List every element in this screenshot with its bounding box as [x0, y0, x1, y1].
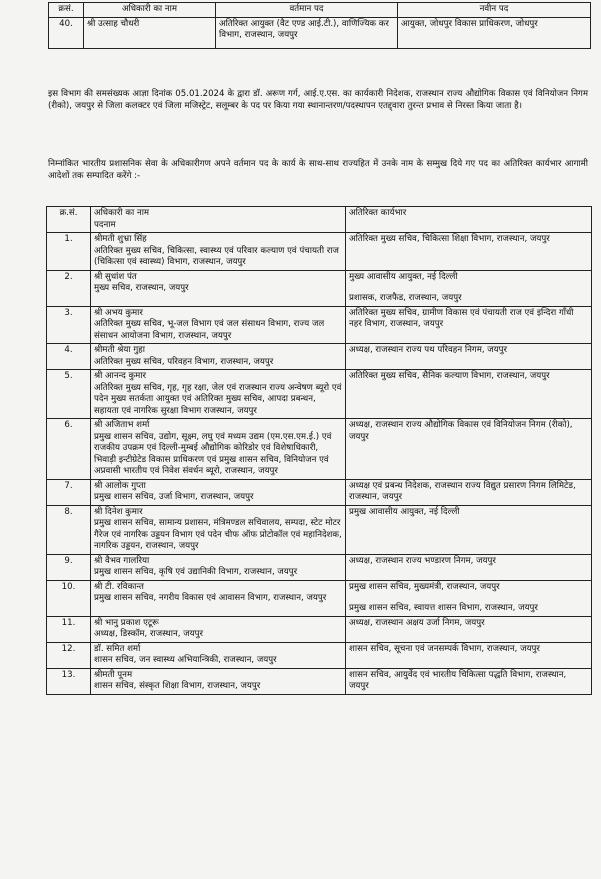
charge-table-header [47, 207, 592, 233]
additional-charge-item: शासन सचिव, सूचना एवं जनसम्पर्क विभाग, राजस्थान, जयपुर [349, 643, 540, 654]
additional-charge-item: अध्यक्ष, राजस्थान अक्षय उर्जा निगम, जयपुर [349, 617, 485, 628]
cell-officer [91, 668, 346, 694]
table-row [47, 370, 592, 419]
table-row [47, 505, 592, 554]
table-row [49, 17, 591, 48]
additional-charge-item: अतिरिक्त मुख्य सचिव, ग्रामीण विकास एवं पंचायती राज एवं इन्दिरा गाँधी नहर विभाग, राजस्थान, जयपुर [349, 307, 574, 329]
officer-name: श्री टी. रविकान्त [94, 581, 144, 592]
additional-charge-item: अतिरिक्त मुख्य सचिव, चिकित्सा शिक्षा विभाग, राजस्थान, जयपुर [349, 234, 550, 244]
cell-officer [91, 233, 346, 271]
cell-additional-charge [346, 668, 592, 694]
cell-additional-charge [346, 370, 592, 419]
cell-sn: 7. [47, 479, 91, 505]
cell-sn: 9. [47, 554, 91, 580]
cell-officer [91, 580, 346, 616]
cell-officer [91, 642, 346, 668]
officer-name: श्रीमती श्रेया गुहा [94, 345, 145, 355]
officer-name: श्री आलोक गुप्ता [94, 480, 146, 491]
additional-charge-item: अध्यक्ष, राजस्थान राज्य पथ परिवहन निगम, जयपुर [349, 345, 508, 355]
cell-sn: 12. [47, 642, 91, 668]
officer-designation: शासन सचिव, जन स्वास्थ्य अभियान्त्रिकी, राजस्थान, जयपुर [94, 655, 277, 665]
cell-officer [91, 616, 346, 642]
cancellation-paragraph: इस विभाग की समसंख्यक आज्ञा दिनांक 05.01.2024 के द्वारा डॉ. अरूण गर्ग, आई.ए.एस. का कार्यकारी निदेशक, राजस्थान राज्य औद्योगिक विकास एवं विनियोजन निगम (रीको), जयपुर से जिला कलक्टर एवं जिला मजिस्ट्रेट, सलूम्बर के पद पर किया गया स्थानान्तरण/पदस्थापन एतद्द्वारा तुरन्त प्रभाव से निरस्त किया जाता है। [48, 89, 588, 111]
table-row [47, 668, 592, 694]
cell-sn: 2. [47, 270, 91, 306]
cell-additional-charge [346, 233, 592, 271]
officer-designation: अतिरिक्त मुख्य सचिव, गृह, गृह रक्षा, जेल एवं राजस्थान राज्य अन्वेषण ब्यूरो एवं पदेन मुख्य सतर्कता आयुक्त एवं अतिरिक्त मुख्य सचिव, आपदा प्रबन्धन, सहायता एवं नागरिक सुरक्षा विभाग राजस्थान, जयपुर [94, 382, 342, 416]
cell-sn: 6. [47, 419, 91, 480]
officer-designation: प्रमुख शासन सचिव, नगरीय विकास एवं आवासन विभाग, राजस्थान, जयपुर [94, 593, 327, 603]
officer-designation: प्रमुख शासन सचिव, उर्जा विभाग, राजस्थान, जयपुर [94, 492, 254, 502]
officer-name: श्री वैभव गालरिया [94, 555, 150, 566]
additional-charge-paragraph: निम्नांकित भारतीय प्रशासनिक सेवा के अधिकारीगण अपने वर्तमान पद के कार्य के साथ-साथ राज्यहित में उनके नाम के सम्मुख दिये गए पद का अतिरिक्त कार्यभार आगामी आदेशों तक सम्पादित करेंगे :- [48, 159, 588, 181]
transfer-table [48, 2, 591, 49]
officer-designation: मुख्य सचिव, राजस्थान, जयपुर [94, 283, 189, 293]
additional-charge-item: प्रशासक, राजफैड, राजस्थान, जयपुर [349, 293, 462, 303]
header-sn: क्रसं. [49, 3, 84, 18]
cell-current-post: अतिरिक्त आयुक्त (वैट एण्ड आई.टी.), वाणिज्यिक कर विभाग, राजस्थान, जयपुर [216, 17, 398, 48]
table-row [47, 642, 592, 668]
cell-sn: 13. [47, 668, 91, 694]
cell-officer [91, 270, 346, 306]
officer-name: श्री अभय कुमार [94, 307, 143, 318]
additional-charge-item: अध्यक्ष, राजस्थान राज्य भण्डारण निगम, जयपुर [349, 555, 496, 566]
table-row [47, 419, 592, 480]
officer-name: श्री दिनेश कुमार [94, 506, 143, 517]
cell-sn: 40. [49, 17, 84, 48]
cell-officer [91, 479, 346, 505]
transfer-table-header [49, 3, 591, 18]
cell-sn: 1. [47, 233, 91, 271]
officer-name: श्री सुधांश पंत [94, 271, 137, 282]
officer-name: श्रीमती शुभ्रा सिंह [94, 234, 147, 244]
cell-officer [91, 306, 346, 344]
additional-charge-item: शासन सचिव, आयुर्वेद एवं भारतीय चिकित्सा पद्धति विभाग, राजस्थान, जयपुर [349, 669, 567, 691]
header-sn: क्र.सं. [47, 207, 91, 233]
cell-additional-charge [346, 642, 592, 668]
cell-officer [91, 419, 346, 480]
cell-sn: 11. [47, 616, 91, 642]
table-row [47, 270, 592, 306]
officer-designation: शासन सचिव, संस्कृत शिक्षा विभाग, राजस्थान, जयपुर [94, 681, 261, 691]
officer-name: डॉ. समित शर्मा [94, 643, 141, 654]
cell-additional-charge [346, 419, 592, 480]
header-officer [91, 207, 346, 233]
cell-additional-charge [346, 505, 592, 554]
additional-charge-table [46, 206, 592, 695]
cell-officer [91, 370, 346, 419]
cell-sn: 10. [47, 580, 91, 616]
cell-sn: 5. [47, 370, 91, 419]
cell-additional-charge [346, 306, 592, 344]
officer-designation: प्रमुख शासन सचिव, उद्योग, सूक्ष्म, लघु एवं मध्यम उद्यम (एम.एस.एम.ई.) एवं राजकीय उपक्रम एवं दिल्ली-मुम्बई औद्योगिक कोरिडोर एवं विशेषाधिकारी, भिवाड़ी इन्टीग्रेटेड विकास प्राधिकरण एवं प्रमुख शासन सचिव, विनियोजन एवं अप्रवासी भारतीय एवं निवेश संवर्धन ब्यूरो, राजस्थान, जयपुर [94, 431, 332, 476]
additional-charge-item: अध्यक्ष एवं प्रबन्ध निदेशक, राजस्थान राज्य विद्युत प्रसारण निगम लिमिटेड, राजस्थान, जयपुर [349, 480, 576, 502]
cell-sn: 8. [47, 505, 91, 554]
header-officer-name: अधिकारी का नाम [84, 3, 216, 18]
header-new-post: नवीन पद [398, 3, 591, 18]
officer-designation: अतिरिक्त मुख्य सचिव, चिकित्सा, स्वास्थ्य एवं परिवार कल्याण एवं पंचायती राज (चिकित्सा एवं स्वास्थ्य) विभाग, राजस्थान, जयपुर [94, 245, 339, 267]
officer-designation: अतिरिक्त मुख्य सचिव, परिवहन विभाग, राजस्थान, जयपुर [94, 356, 274, 367]
officer-designation: अध्यक्ष, डिस्कॉम, राजस्थान, जयपुर [94, 629, 203, 639]
officer-designation: प्रमुख शासन सचिव, कृषि एवं उद्यानिकी विभाग, राजस्थान, जयपुर [94, 567, 298, 577]
cell-officer-name: श्री उत्साह चौधरी [84, 17, 216, 48]
cell-sn: 4. [47, 344, 91, 370]
additional-charge-item: प्रमुख आवासीय आयुक्त, नई दिल्ली [349, 506, 460, 517]
additional-charge-item: प्रमुख शासन सचिव, स्वायत्त शासन विभाग, राजस्थान, जयपुर [349, 603, 538, 613]
table-row [47, 233, 592, 271]
table-row [47, 344, 592, 370]
table-row [47, 554, 592, 580]
header-designation: पदनाम [94, 219, 116, 230]
officer-name: श्री आनन्द कुमार [94, 371, 147, 381]
additional-charge-item: अध्यक्ष, राजस्थान राज्य औद्योगिक विकास एवं विनियोजन निगम (रीको), जयपुर [349, 420, 573, 442]
officer-name: श्री अजिताभ शर्मा [94, 420, 150, 430]
additional-charge-item: प्रमुख शासन सचिव, मुख्यमंत्री, राजस्थान, जयपुर [349, 581, 500, 592]
cell-additional-charge [346, 270, 592, 306]
cell-officer [91, 505, 346, 554]
header-additional-charge: अतिरिक्त कार्यभार [346, 207, 592, 233]
cell-additional-charge [346, 580, 592, 616]
cell-new-post: आयुक्त, जोधपुर विकास प्राधिकरण, जोधपुर [398, 17, 591, 48]
cell-additional-charge [346, 344, 592, 370]
cell-officer [91, 344, 346, 370]
cell-additional-charge [346, 479, 592, 505]
additional-charge-item: अतिरिक्त मुख्य सचिव, सैनिक कल्याण विभाग, राजस्थान, जयपुर [349, 371, 550, 381]
officer-name: श्रीमती पूनम [94, 669, 133, 680]
officer-name: श्री भानु प्रकाश एटूरू [94, 617, 159, 628]
header-current-post: वर्तमान पद [216, 3, 398, 18]
table-row [47, 306, 592, 344]
officer-designation: प्रमुख शासन सचिव, सामान्य प्रशासन, मंत्रिमण्डल सचिवालय, सम्पदा, स्टेट मोटर गैरेज एवं नागरिक उड्डयन विभाग एवं पदेन चीफ ऑफ प्रोटोकॉल एवं महानिदेशक, नागरिक उड्डयन, राजस्थान, जयपुर [94, 518, 342, 551]
cell-additional-charge [346, 616, 592, 642]
cell-sn: 3. [47, 306, 91, 344]
header-officer-name: अधिकारी का नाम [94, 208, 150, 218]
cell-officer [91, 554, 346, 580]
cell-additional-charge [346, 554, 592, 580]
table-row [47, 580, 592, 616]
officer-designation: अतिरिक्त मुख्य सचिव, भू-जल विभाग एवं जल संसाधन विभाग, राज्य जल संसाधन आयोजना विभाग, राजस्थान, जयपुर [94, 319, 325, 341]
table-row [47, 479, 592, 505]
additional-charge-item: मुख्य आवासीय आयुक्त, नई दिल्ली [349, 271, 458, 282]
table-row [47, 616, 592, 642]
